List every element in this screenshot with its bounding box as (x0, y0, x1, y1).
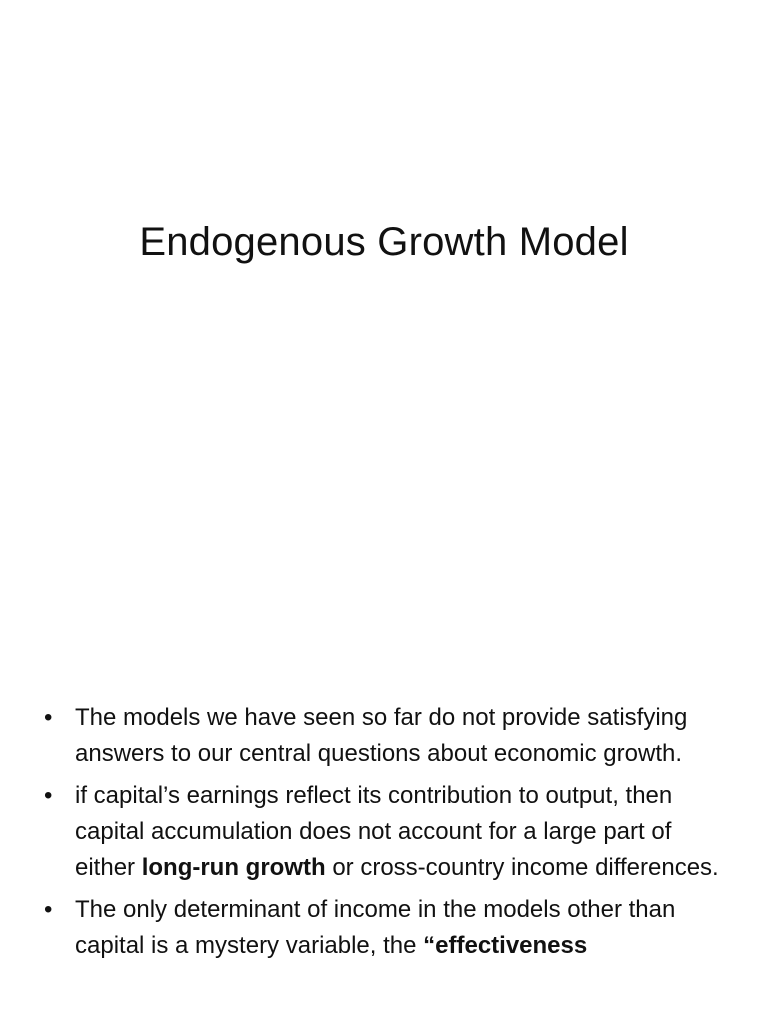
slide-title: Endogenous Growth Model (139, 220, 629, 264)
bullet-bold-term: “effectiveness (423, 932, 588, 959)
content-slide (44, 700, 724, 1024)
bullet-dot-icon: • (44, 704, 53, 731)
bullet-text-before: The only determinant of income in the models other than capital is a mystery variable, the (75, 896, 676, 959)
bullet-dot-icon: • (44, 896, 53, 923)
bullet-text-before: if capital’s earnings reflect its contribution to output, then capital accumulation does not account for a large part of either (75, 782, 673, 881)
bullet-text: The models we have seen so far do not provide satisfying answers to our central questions about economic growth. (75, 704, 688, 767)
bullet-item (44, 892, 724, 964)
bullet-dot-icon: • (44, 782, 53, 809)
bullet-item (44, 778, 724, 886)
bullet-list (44, 700, 724, 964)
bullet-bold-term: long-run growth (141, 854, 326, 881)
bullet-item (44, 700, 724, 772)
bullet-text-after: or cross-country income differences. (325, 854, 719, 881)
